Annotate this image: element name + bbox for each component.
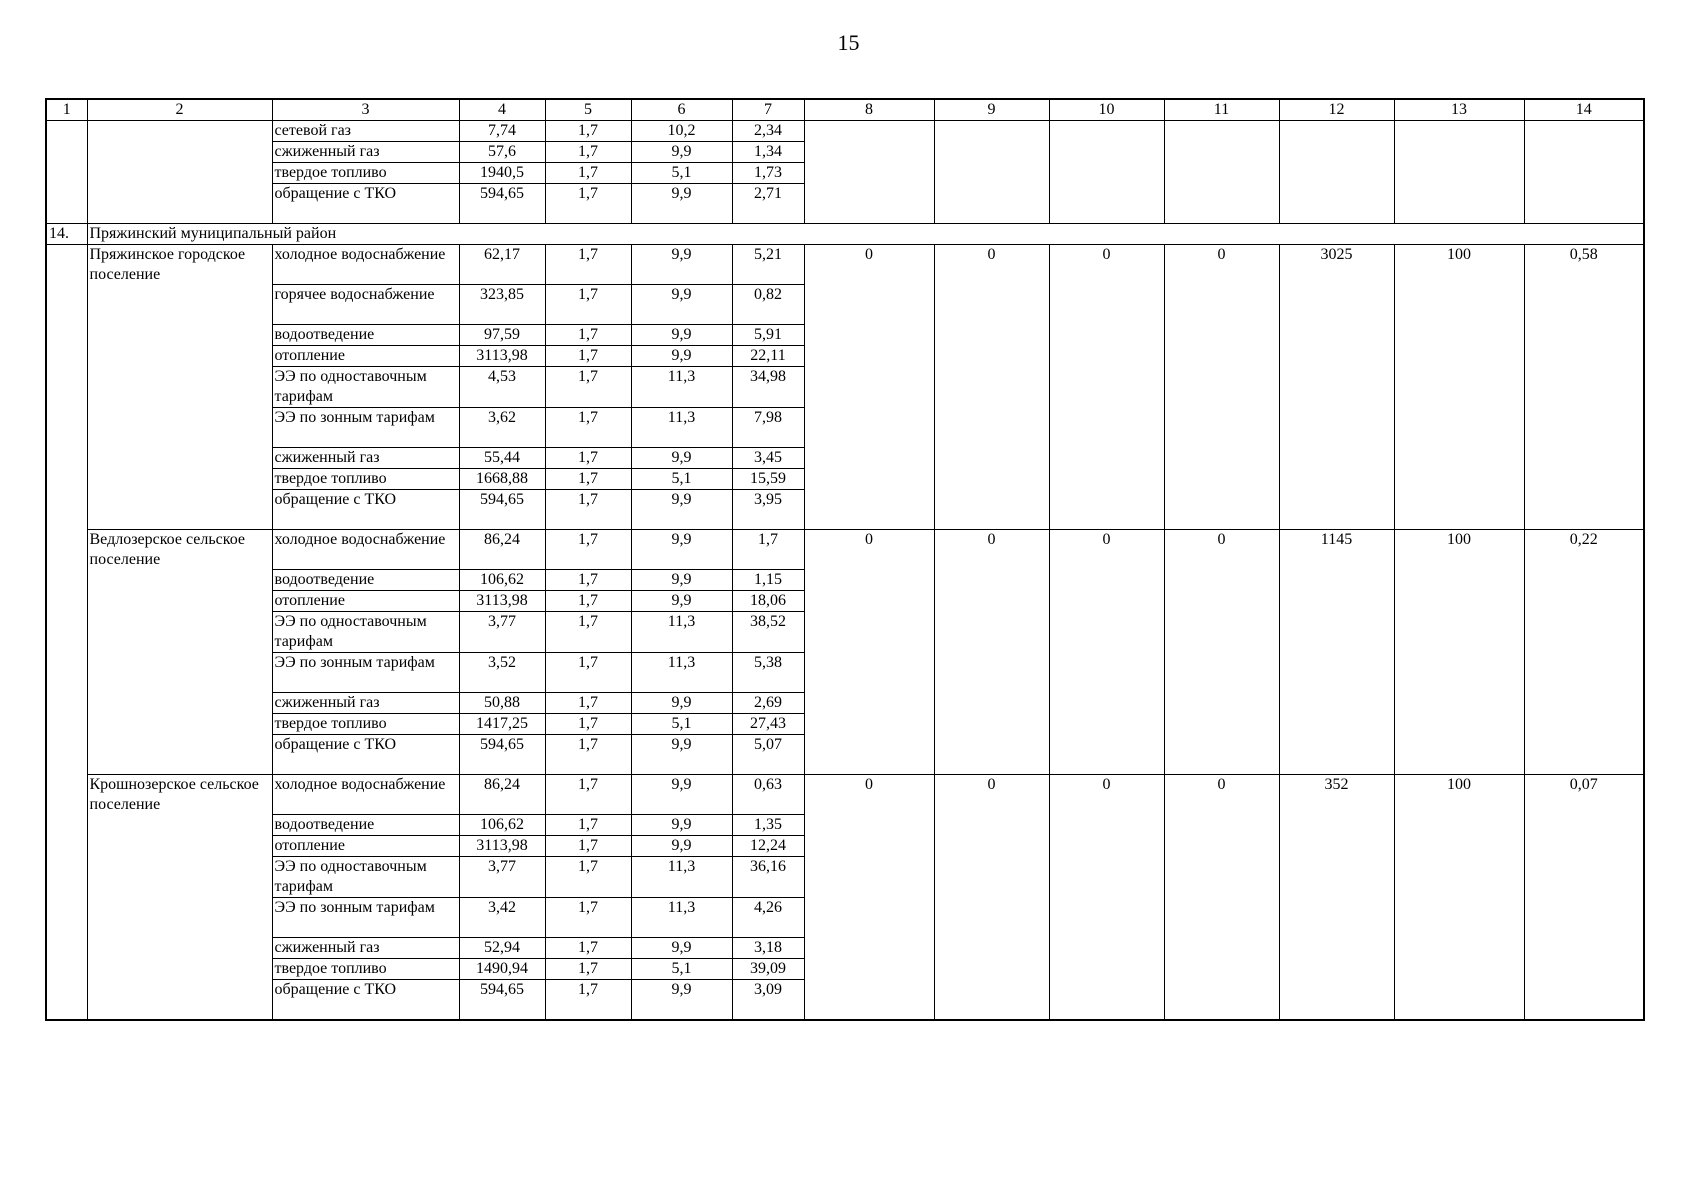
row-number-cell [46,121,87,224]
service-cell: водоотведение [272,570,459,591]
service-cell: обращение с ТКО [272,490,459,530]
indicator-cell: 0 [934,245,1049,530]
page-number: 15 [837,30,860,55]
tariff-table [45,98,1645,1021]
service-cell: отопление [272,836,459,857]
value-cell: 4,53 [459,367,545,408]
value-cell: 1,35 [732,815,804,836]
value-cell: 1,7 [545,591,631,612]
value-cell: 18,06 [732,591,804,612]
value-cell: 11,3 [631,857,732,898]
service-cell: обращение с ТКО [272,980,459,1020]
settlement-name: Пряжинское городское поселение [87,245,272,530]
value-cell: 594,65 [459,490,545,530]
value-cell: 55,44 [459,448,545,469]
service-cell: отопление [272,346,459,367]
indicator-cell: 0 [1049,775,1164,1020]
column-number: 3 [272,99,459,121]
table-row [46,121,1644,142]
value-cell: 86,24 [459,530,545,570]
service-cell: холодное водоснабжение [272,530,459,570]
column-number: 4 [459,99,545,121]
service-cell: твердое топливо [272,959,459,980]
empty-cell [804,121,934,224]
value-cell: 3,45 [732,448,804,469]
value-cell: 3,18 [732,938,804,959]
column-number: 6 [631,99,732,121]
value-cell: 9,9 [631,346,732,367]
value-cell: 1,7 [545,469,631,490]
column-number: 5 [545,99,631,121]
empty-cell [1394,121,1524,224]
value-cell: 9,9 [631,530,732,570]
value-cell: 1940,5 [459,163,545,184]
value-cell: 39,09 [732,959,804,980]
service-cell: водоотведение [272,815,459,836]
indicator-cell: 0,58 [1524,245,1644,530]
indicator-cell: 3025 [1279,245,1394,530]
value-cell: 9,9 [631,570,732,591]
value-cell: 2,34 [732,121,804,142]
value-cell: 1,7 [545,612,631,653]
indicator-cell: 0,07 [1524,775,1644,1020]
value-cell: 5,91 [732,325,804,346]
value-cell: 5,38 [732,653,804,693]
value-cell: 594,65 [459,980,545,1020]
value-cell: 9,9 [631,815,732,836]
value-cell: 3,09 [732,980,804,1020]
value-cell: 11,3 [631,612,732,653]
value-cell: 1,7 [545,735,631,775]
value-cell: 11,3 [631,653,732,693]
value-cell: 1,7 [545,959,631,980]
district-name: Пряжинский муниципальный район [87,224,1644,245]
column-number: 7 [732,99,804,121]
value-cell: 1490,94 [459,959,545,980]
settlement-name: Ведлозерское сельское поселение [87,530,272,775]
value-cell: 1,7 [545,530,631,570]
value-cell: 52,94 [459,938,545,959]
column-number: 2 [87,99,272,121]
value-cell: 1,7 [545,775,631,815]
value-cell: 9,9 [631,693,732,714]
value-cell: 3113,98 [459,836,545,857]
service-cell: сжиженный газ [272,938,459,959]
value-cell: 3,77 [459,857,545,898]
indicator-cell: 0 [934,530,1049,775]
table-row [46,775,1644,815]
value-cell: 9,9 [631,938,732,959]
value-cell: 27,43 [732,714,804,735]
value-cell: 9,9 [631,184,732,224]
value-cell: 1,7 [545,163,631,184]
value-cell: 1,7 [545,653,631,693]
service-cell: ЭЭ по одноставочным тарифам [272,367,459,408]
value-cell: 9,9 [631,591,732,612]
value-cell: 1417,25 [459,714,545,735]
settlement-cell [87,121,272,224]
value-cell: 594,65 [459,184,545,224]
indicator-cell: 352 [1279,775,1394,1020]
service-cell: горячее водоснабжение [272,285,459,325]
service-cell: ЭЭ по одноставочным тарифам [272,857,459,898]
value-cell: 50,88 [459,693,545,714]
value-cell: 86,24 [459,775,545,815]
column-number: 10 [1049,99,1164,121]
value-cell: 11,3 [631,408,732,448]
indicator-cell: 100 [1394,245,1524,530]
value-cell: 97,59 [459,325,545,346]
column-number: 1 [46,99,87,121]
value-cell: 1,7 [545,325,631,346]
column-number: 12 [1279,99,1394,121]
value-cell: 5,21 [732,245,804,285]
district-row [46,224,1644,245]
value-cell: 5,07 [732,735,804,775]
indicator-cell: 100 [1394,530,1524,775]
value-cell: 3113,98 [459,346,545,367]
value-cell: 1668,88 [459,469,545,490]
value-cell: 3,95 [732,490,804,530]
value-cell: 9,9 [631,245,732,285]
service-cell: отопление [272,591,459,612]
value-cell: 1,7 [545,245,631,285]
service-cell: сжиженный газ [272,448,459,469]
value-cell: 3,62 [459,408,545,448]
value-cell: 1,7 [545,142,631,163]
value-cell: 106,62 [459,570,545,591]
indicator-cell: 0 [804,245,934,530]
value-cell: 34,98 [732,367,804,408]
column-number: 9 [934,99,1049,121]
indicator-cell: 0 [1164,245,1279,530]
service-cell: ЭЭ по зонным тарифам [272,653,459,693]
indicator-cell: 0 [804,530,934,775]
value-cell: 22,11 [732,346,804,367]
value-cell: 1,7 [545,938,631,959]
value-cell: 5,1 [631,469,732,490]
value-cell: 2,69 [732,693,804,714]
value-cell: 106,62 [459,815,545,836]
value-cell: 1,7 [545,490,631,530]
value-cell: 1,34 [732,142,804,163]
value-cell: 38,52 [732,612,804,653]
indicator-cell: 0 [934,775,1049,1020]
service-cell: обращение с ТКО [272,184,459,224]
indicator-cell: 100 [1394,775,1524,1020]
indicator-cell: 0 [804,775,934,1020]
value-cell: 4,26 [732,898,804,938]
value-cell: 11,3 [631,898,732,938]
value-cell: 3,77 [459,612,545,653]
service-cell: ЭЭ по одноставочным тарифам [272,612,459,653]
value-cell: 3113,98 [459,591,545,612]
value-cell: 323,85 [459,285,545,325]
value-cell: 2,71 [732,184,804,224]
table-row [46,530,1644,570]
service-cell: сетевой газ [272,121,459,142]
value-cell: 1,7 [545,121,631,142]
empty-cell [1524,121,1644,224]
empty-cell [934,121,1049,224]
empty-cell [1164,121,1279,224]
value-cell: 1,7 [732,530,804,570]
indicator-cell: 0 [1049,245,1164,530]
indicator-cell: 1145 [1279,530,1394,775]
value-cell: 57,6 [459,142,545,163]
service-cell: ЭЭ по зонным тарифам [272,898,459,938]
empty-cell [1279,121,1394,224]
value-cell: 7,74 [459,121,545,142]
value-cell: 9,9 [631,490,732,530]
value-cell: 1,7 [545,815,631,836]
value-cell: 3,42 [459,898,545,938]
value-cell: 1,7 [545,367,631,408]
empty-cell [1049,121,1164,224]
value-cell: 9,9 [631,285,732,325]
value-cell: 9,9 [631,836,732,857]
value-cell: 36,16 [732,857,804,898]
service-cell: сжиженный газ [272,142,459,163]
value-cell: 1,7 [545,857,631,898]
value-cell: 9,9 [631,448,732,469]
value-cell: 5,1 [631,163,732,184]
row-number-cell [46,245,87,1020]
service-cell: твердое топливо [272,714,459,735]
value-cell: 9,9 [631,980,732,1020]
value-cell: 7,98 [732,408,804,448]
value-cell: 15,59 [732,469,804,490]
value-cell: 62,17 [459,245,545,285]
value-cell: 1,7 [545,898,631,938]
indicator-cell: 0 [1164,775,1279,1020]
value-cell: 1,7 [545,184,631,224]
value-cell: 0,82 [732,285,804,325]
value-cell: 1,7 [545,836,631,857]
value-cell: 1,7 [545,408,631,448]
value-cell: 1,7 [545,285,631,325]
value-cell: 11,3 [631,367,732,408]
value-cell: 1,7 [545,448,631,469]
value-cell: 9,9 [631,735,732,775]
indicator-cell: 0 [1049,530,1164,775]
column-number-row [46,99,1644,121]
value-cell: 1,7 [545,980,631,1020]
value-cell: 3,52 [459,653,545,693]
service-cell: твердое топливо [272,469,459,490]
table-body [46,99,1644,1020]
table-row [46,245,1644,285]
value-cell: 1,73 [732,163,804,184]
service-cell: холодное водоснабжение [272,245,459,285]
value-cell: 1,7 [545,714,631,735]
indicator-cell: 0 [1164,530,1279,775]
value-cell: 5,1 [631,714,732,735]
value-cell: 594,65 [459,735,545,775]
column-number: 8 [804,99,934,121]
value-cell: 1,7 [545,346,631,367]
value-cell: 0,63 [732,775,804,815]
service-cell: водоотведение [272,325,459,346]
service-cell: твердое топливо [272,163,459,184]
service-cell: сжиженный газ [272,693,459,714]
column-number: 14 [1524,99,1644,121]
value-cell: 1,7 [545,570,631,591]
settlement-name: Крошнозерское сельское поселение [87,775,272,1020]
value-cell: 9,9 [631,325,732,346]
service-cell: обращение с ТКО [272,735,459,775]
service-cell: холодное водоснабжение [272,775,459,815]
service-cell: ЭЭ по зонным тарифам [272,408,459,448]
district-number: 14. [46,224,87,245]
value-cell: 5,1 [631,959,732,980]
column-number: 11 [1164,99,1279,121]
value-cell: 9,9 [631,142,732,163]
indicator-cell: 0,22 [1524,530,1644,775]
column-number: 13 [1394,99,1524,121]
value-cell: 12,24 [732,836,804,857]
value-cell: 1,7 [545,693,631,714]
value-cell: 1,15 [732,570,804,591]
value-cell: 9,9 [631,775,732,815]
value-cell: 10,2 [631,121,732,142]
